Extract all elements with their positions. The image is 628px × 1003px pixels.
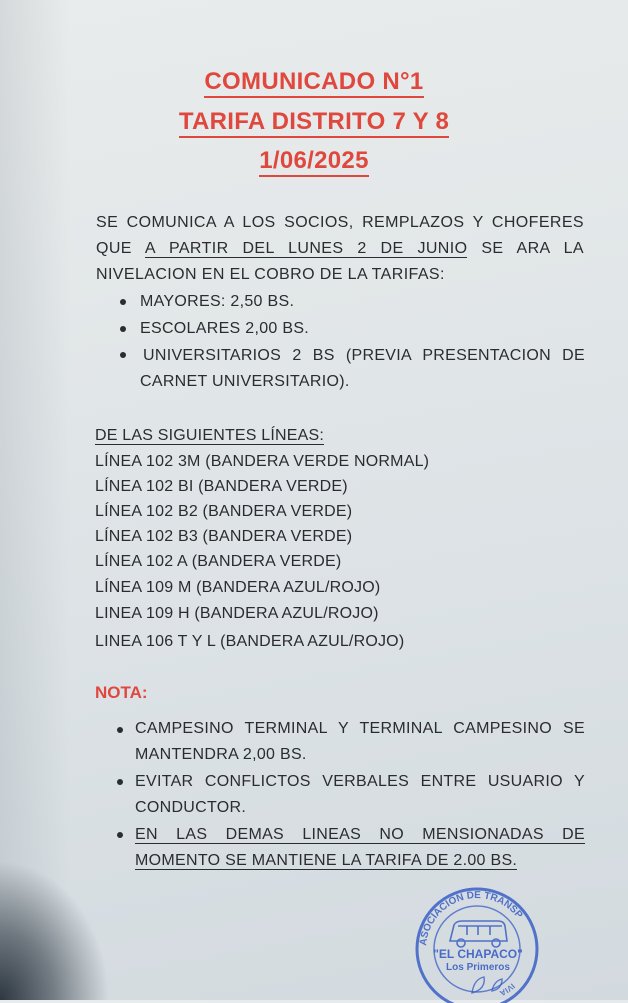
association-stamp: [412, 885, 542, 1003]
stamp-ring-text: ASOCIACION DE TRANSP: [418, 889, 525, 947]
bullet-dot: [117, 727, 123, 733]
lines-heading-text: DE LAS SIGUIENTES LÍNEAS:: [95, 427, 325, 444]
nota-label: NOTA:: [95, 683, 148, 702]
bullet-dot: [120, 352, 126, 358]
lines-heading: [95, 424, 324, 448]
bus-icon: [450, 921, 507, 947]
fare-universitarios-cont: CARNET UNIVERSITARIO).: [140, 373, 350, 390]
photo-shadow-corner: [0, 860, 110, 1000]
header-subtitle: [0, 104, 628, 140]
header-date: [0, 143, 628, 179]
stamp-name: "EL CHAPACO": [433, 947, 523, 961]
stamp-bottom-text: IVIA: [498, 981, 517, 998]
list-item: LÍNEA 102 3M (BANDERA VERDE NORMAL): [95, 453, 430, 470]
nota-conflictos-cont: CONDUCTOR.: [135, 799, 247, 816]
nota-conflictos: EVITAR CONFLICTOS VERBALES ENTRE USUARIO Y: [135, 773, 585, 790]
bullet-dot: [120, 326, 126, 332]
nota-demas-lineas-text: EN LAS DEMAS LINEAS NO MENSIONADAS DE: [135, 826, 585, 843]
bullet-dot: [120, 299, 126, 305]
list-item: LINEA 106 T Y L (BANDERA AZUL/ROJO): [95, 633, 405, 650]
intro-line-2: [96, 236, 584, 261]
list-item: LÍNEA 102 BI (BANDERA VERDE): [95, 478, 348, 495]
list-item: LÍNEA 102 B3 (BANDERA VERDE): [95, 528, 353, 545]
fare-universitarios: UNIVERSITARIOS 2 BS (PREVIA PRESENTACION DE: [143, 347, 585, 364]
nota-demas-lineas-cont-text: MOMENTO SE MANTIENE LA TARIFA DE 2.00 BS.: [135, 852, 518, 869]
bullet-dot: [117, 779, 123, 785]
notice-date: 1/06/2025: [259, 147, 368, 177]
bullet-dot: [117, 832, 123, 838]
fare-mayores: MAYORES: 2,50 BS.: [140, 293, 295, 310]
nota-demas-lineas-cont: [135, 848, 517, 873]
nota-demas-lineas: [135, 822, 585, 847]
start-date-underlined: A PARTIR DEL LUNES 2 DE JUNIO: [144, 240, 468, 257]
list-item: LÍNEA 109 M (BANDERA AZUL/ROJO): [95, 579, 381, 596]
list-item: LINEA 109 H (BANDERA AZUL/ROJO): [95, 605, 379, 622]
list-item: LÍNEA 102 B2 (BANDERA VERDE): [95, 503, 353, 520]
intro-line-3: NIVELACION EN EL COBRO DE LA TARIFAS:: [96, 266, 445, 283]
stamp-subname: Los Primeros: [446, 962, 510, 973]
tariff-district: TARIFA DISTRITO 7 Y 8: [179, 108, 449, 138]
comunicado-number: COMUNICADO N°1: [204, 68, 423, 98]
nota-campesino: CAMPESINO TERMINAL Y TERMINAL CAMPESINO SE: [135, 720, 585, 737]
nota-campesino-cont: MANTENDRA 2,00 BS.: [135, 746, 307, 763]
fare-escolares: ESCOLARES 2,00 BS.: [140, 320, 310, 337]
intro-line-2-end: SE ARA LA: [467, 240, 585, 257]
header-title: [0, 64, 628, 100]
intro-line-2-start: QUE: [96, 240, 145, 257]
intro-line-1: SE COMUNICA A LOS SOCIOS, REMPLAZOS Y CHOFERES: [96, 214, 584, 231]
list-item: LÍNEA 102 A (BANDERA VERDE): [95, 553, 342, 570]
